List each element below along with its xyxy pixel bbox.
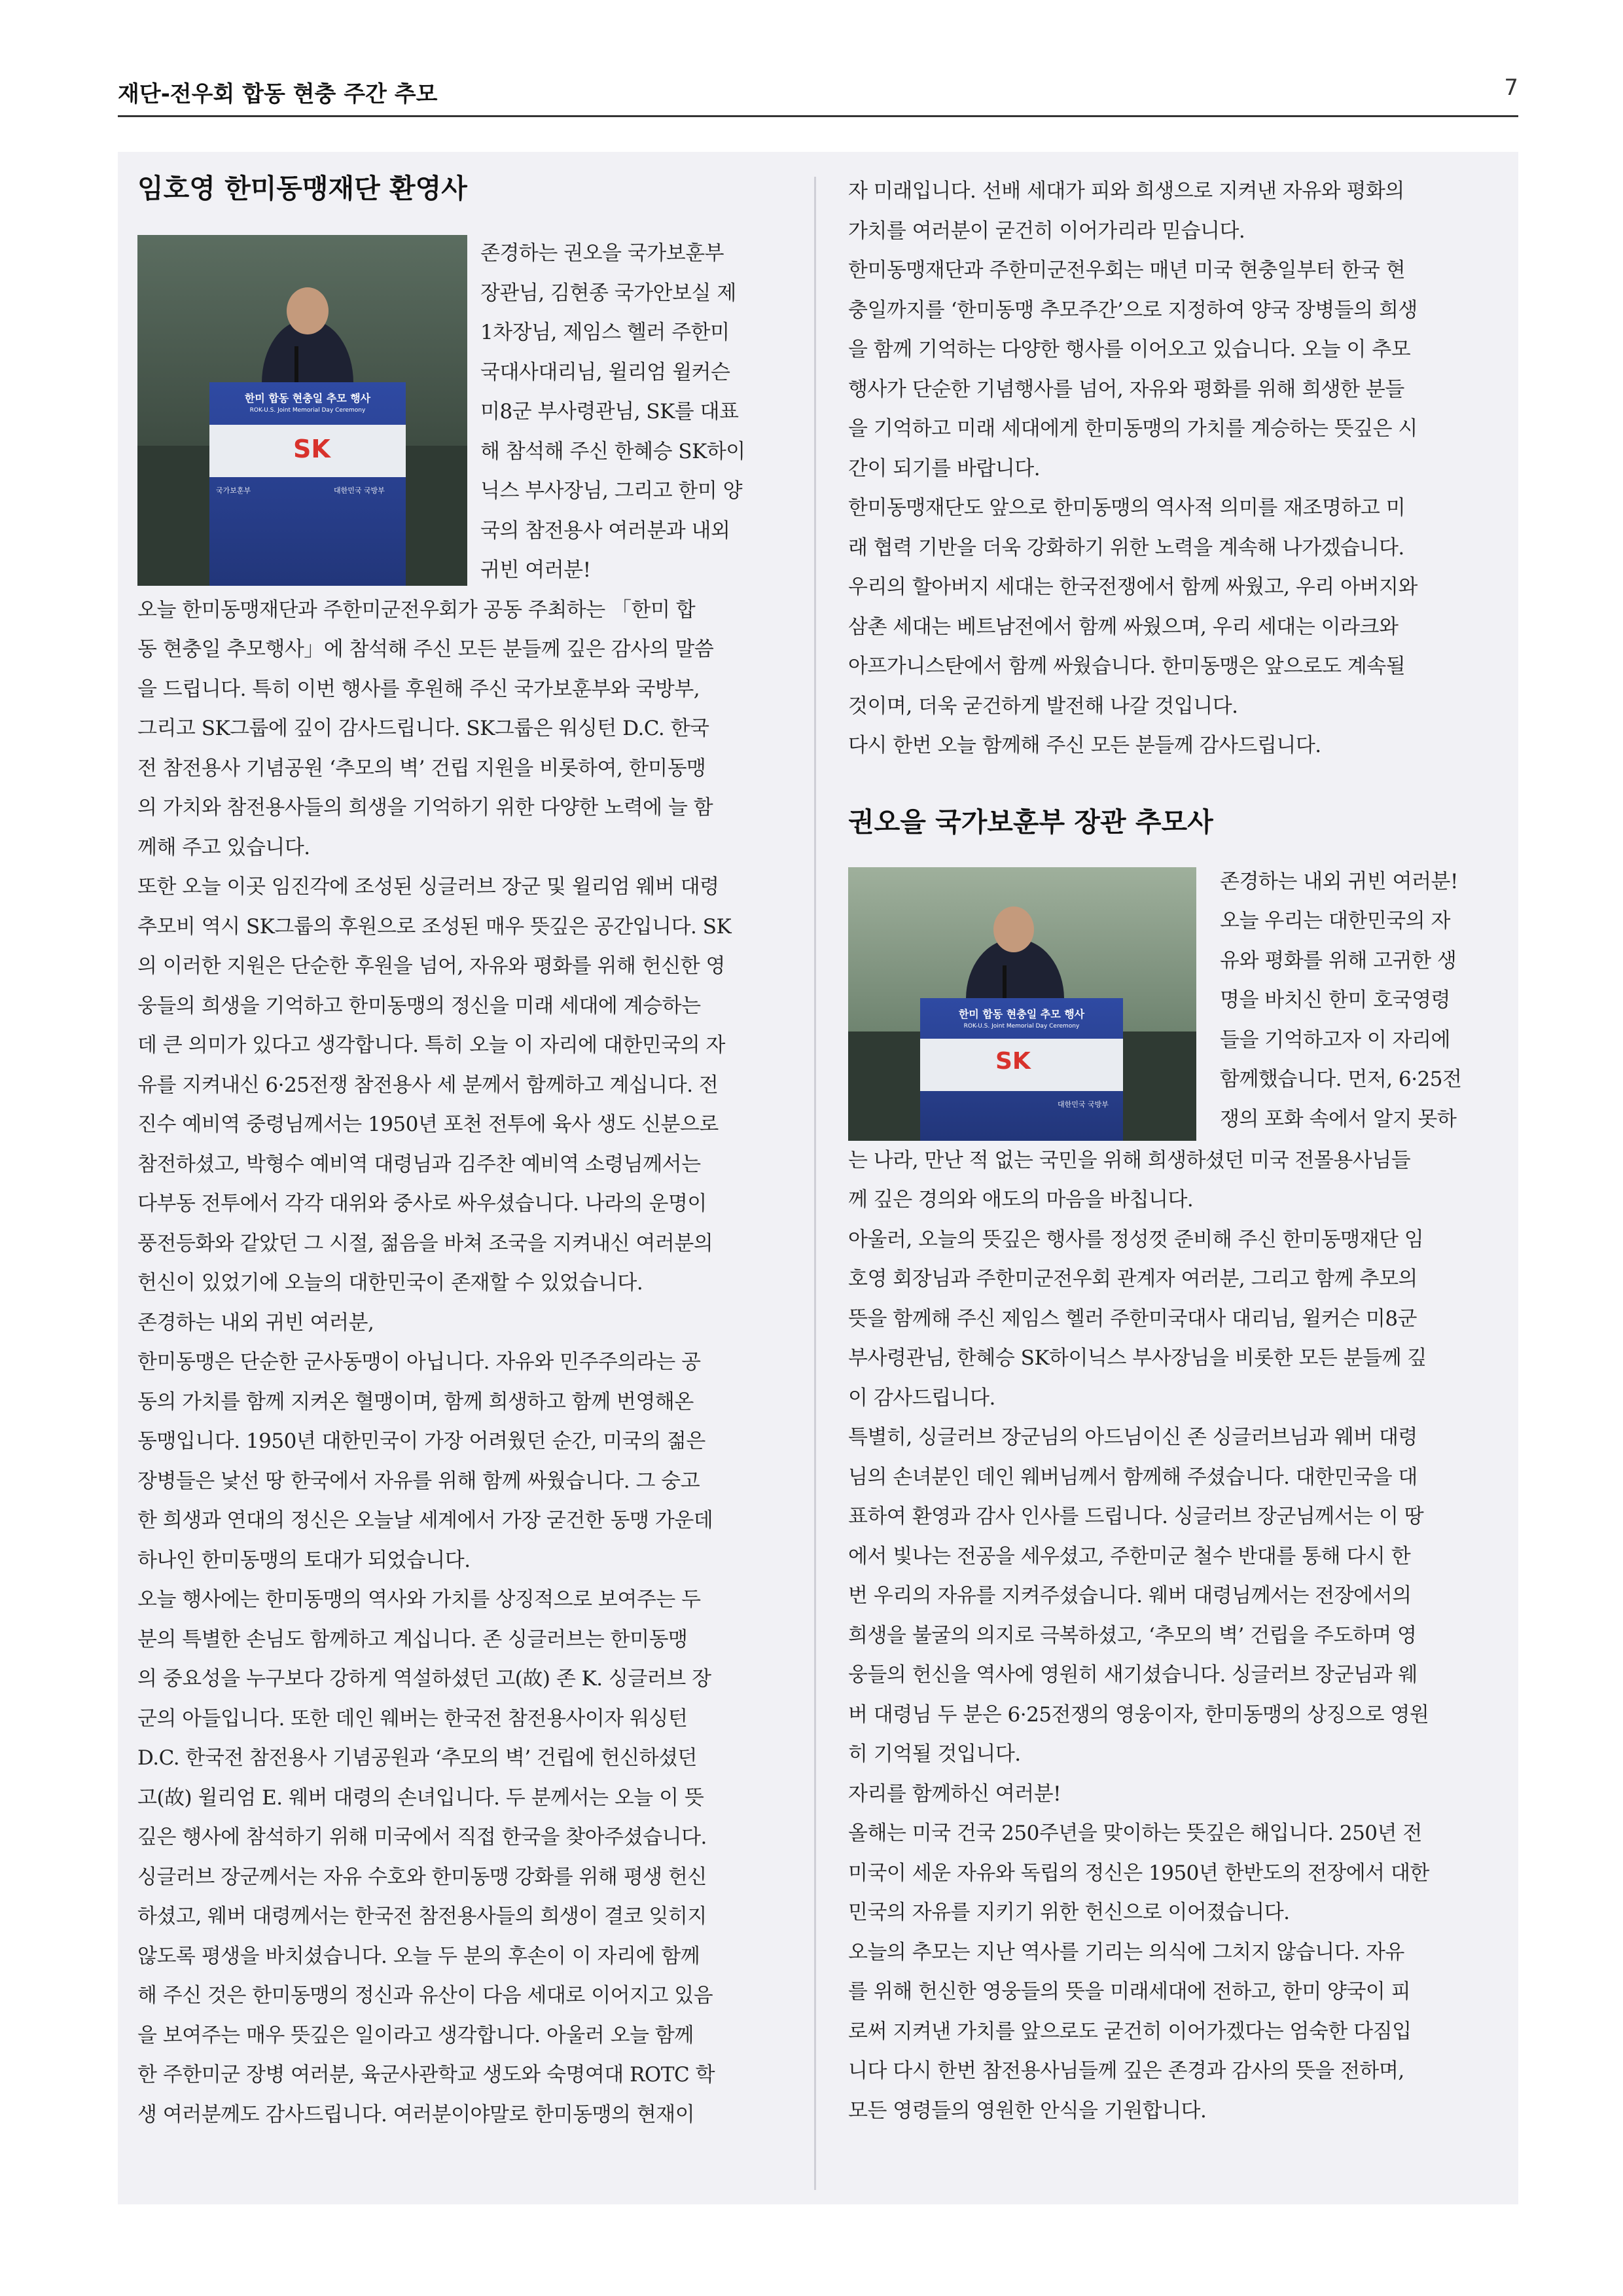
text-line: 아울러, 오늘의 뜻깊은 행사를 정성껏 준비해 주신 한미동맹재단 임 [848,1227,1424,1251]
speaker-photo-kwon [848,867,1196,1141]
text-line: 충일까지를 ‘한미동맹 추모주간’으로 지정하여 양국 장병들의 희생 [848,298,1418,322]
right-top-text [848,171,1496,766]
text-line: 가치를 여러분이 굳건히 이어가리라 믿습니다. [848,219,1245,243]
right-body-text [848,1141,1496,2131]
text-line: 추모비 역시 SK그룹의 후원으로 조성된 매우 뜻깊은 공간입니다. SK [137,914,732,939]
text-line: 들을 기억하고자 이 자리에 [1220,1028,1450,1052]
text-line: 전 참전용사 기념공원 ‘추모의 벽’ 건립 지원을 비롯하여, 한미동맹 [137,756,706,780]
mnd-logo-text: 대한민국 국방부 [1058,1100,1109,1109]
text-line: 존경하는 내외 귀빈 여러분! [1220,869,1458,893]
text-line: 니다 다시 한번 참전용사님들께 깊은 존경과 감사의 뜻을 전하며, [848,2059,1404,2083]
text-line: 특별히, 싱글러브 장군님의 아드님이신 존 싱글러브님과 웨버 대령 [848,1426,1418,1450]
text-line: 것이며, 더욱 굳건하게 발전해 나갈 것입니다. [848,694,1238,718]
text-line: 을 기억하고 미래 세대에게 한미동맹의 가치를 계승하는 뜻깊은 시 [848,417,1418,440]
text-line: 존경하는 권오을 국가보훈부 [480,242,724,266]
speaker-photo-lim [137,235,467,586]
text-line: 쟁의 포화 속에서 알지 못하 [1220,1107,1457,1131]
text-line: 를 위해 헌신한 영웅들의 뜻을 미래세대에 전하고, 한미 양국이 피 [848,1980,1411,2004]
text-line: 히 기억될 것입니다. [848,1742,1021,1767]
podium-banner-subtitle: ROK-U.S. Joint Memorial Day Ceremony [249,407,366,414]
text-line: 함께했습니다. 먼저, 6·25전 [1220,1067,1462,1092]
text-line: 명을 바치신 한미 호국영령 [1220,988,1450,1013]
text-line: 간이 되기를 바랍니다. [848,456,1041,480]
text-line: 하셨고, 웨버 대령께서는 한국전 참전용사들의 희생이 결코 잊히지 [137,1905,707,1929]
text-line: 이 감사드립니다. [848,1386,995,1410]
text-line: 국대사대리님, 윌리엄 윌커슨 [480,360,730,384]
column-divider [814,177,816,2190]
text-line: 웅들의 희생을 기억하고 한미동맹의 정신을 미래 세대에 계승하는 [137,994,701,1018]
text-line: 미8군 부사령관님, SK를 대표 [480,400,739,424]
text-line: D.C. 한국전 참전용사 기념공원과 ‘추모의 벽’ 건립에 헌신하셨던 [137,1746,697,1770]
text-line: 래 협력 기반을 더욱 강화하기 위한 노력을 계속해 나가겠습니다. [848,535,1404,560]
section-title: 재단-전우회 합동 현충 주간 추모 [118,81,438,107]
text-line: 올해는 미국 건국 250주년을 맞이하는 뜻깊은 해입니다. 250년 전 [848,1821,1422,1846]
text-line: 의 중요성을 누구보다 강하게 역설하셨던 고(故) 존 K. 싱글러브 장 [137,1667,711,1691]
text-line: 우리의 할아버지 세대는 한국전쟁에서 함께 싸웠고, 우리 아버지와 [848,575,1418,599]
text-line: 님의 손녀분인 데인 웨버님께서 함께해 주셨습니다. 대한민국을 대 [848,1465,1418,1489]
left-body-text [137,590,785,2135]
text-line: 에서 빛나는 전공을 세우셨고, 주한미군 철수 반대를 통해 다시 한 [848,1544,1411,1568]
page-number: 7 [1504,75,1518,101]
text-line: 자 미래입니다. 선배 세대가 피와 희생으로 지켜낸 자유와 평화의 [848,179,1404,203]
text-line: 삼촌 세대는 베트남전에서 함께 싸웠으며, 우리 세대는 이라크와 [848,615,1399,639]
text-line: 진수 예비역 중령님께서는 1950년 포천 전투에 육사 생도 신분으로 [137,1113,719,1137]
text-line: 데 큰 의미가 있다고 생각합니다. 특히 오늘 이 자리에 대한민국의 자 [137,1033,725,1058]
text-line: 버 대령님 두 분은 6·25전쟁의 영웅이자, 한미동맹의 상징으로 영원 [848,1702,1429,1727]
text-line: 헌신이 있었기에 오늘의 대한민국이 존재할 수 있었습니다. [137,1271,643,1295]
text-line: 모든 영령들의 영원한 안식을 기원합니다. [848,2098,1207,2123]
sk-logo: SK [293,435,330,464]
text-line: 유를 지켜내신 6·25전쟁 참전용사 세 분께서 함께하고 계십니다. 전 [137,1073,719,1097]
text-line: 생 여러분께도 감사드립니다. 여러분이야말로 한미동맹의 현재이 [137,2102,695,2126]
text-line: 또한 오늘 이곳 임진각에 조성된 싱글러브 장군 및 윌리엄 웨버 대령 [137,875,719,899]
text-line: 그리고 SK그룹에 깊이 감사드립니다. SK그룹은 워싱턴 D.C. 한국 [137,717,709,741]
text-line: 참전하셨고, 박형수 예비역 대령님과 김주찬 예비역 소령님께서는 [137,1152,701,1176]
text-line: 닉스 부사장님, 그리고 한미 양 [480,479,743,503]
text-line: 싱글러브 장군께서는 자유 수호와 한미동맹 강화를 위해 평생 헌신 [137,1865,707,1889]
text-line: 한 희생과 연대의 정신은 오늘날 세계에서 가장 굳건한 동맹 가운데 [137,1509,713,1533]
text-line: 다시 한번 오늘 함께해 주신 모든 분들께 감사드립니다. [848,734,1321,757]
text-line: 고(故) 윌리엄 E. 웨버 대령의 손녀입니다. 두 분께서는 오늘 이 뜻 [137,1785,704,1810]
text-line: 다부동 전투에서 각각 대위와 중사로 싸우셨습니다. 나라의 운명이 [137,1192,707,1216]
text-line: 미국이 세운 자유와 독립의 정신은 1950년 한반도의 전장에서 대한 [848,1861,1429,1885]
text-line: 의 가치와 참전용사들의 희생을 기억하기 위한 다양한 노력에 늘 함 [137,796,713,820]
text-line: 오늘 우리는 대한민국의 자 [1220,909,1450,933]
podium-banner-title: 한미 합동 현충일 추모 행사 [244,392,371,405]
text-line: 민국의 자유를 지키기 위한 헌신으로 이어졌습니다. [848,1901,1290,1925]
text-line: 번 우리의 자유를 지켜주셨습니다. 웨버 대령님께서는 전장에서의 [848,1584,1412,1608]
text-line: 한미동맹재단도 앞으로 한미동맹의 역사적 의미를 재조명하고 미 [848,496,1406,520]
text-line: 국의 참전용사 여러분과 내외 [480,518,730,543]
page-header [118,71,1518,117]
text-line: 동의 가치를 함께 지켜온 혈맹이며, 함께 희생하고 함께 번영해온 [137,1390,694,1414]
mpva-logo-text: 국가보훈부 [216,486,251,495]
welcome-speech-heading: 임호영 한미동맹재단 환영사 [137,173,467,204]
text-line: 동맹입니다. 1950년 대한민국이 가장 어려웠던 순간, 미국의 젊은 [137,1429,705,1454]
text-line: 귀빈 여러분! [480,558,591,583]
memorial-speech-heading: 권오을 국가보훈부 장관 추모사 [848,806,1213,838]
text-line: 해 참석해 주신 한혜승 SK하이 [480,439,745,463]
text-line: 오늘 행사에는 한미동맹의 역사와 가치를 상징적으로 보여주는 두 [137,1588,701,1612]
text-line: 풍전등화와 같았던 그 시절, 젊음을 바쳐 조국을 지켜내신 여러분의 [137,1231,713,1255]
text-line: 을 보여주는 매우 뜻깊은 일이라고 생각합니다. 아울러 오늘 함께 [137,2023,694,2047]
text-line: 호영 회장님과 주한미군전우회 관계자 여러분, 그리고 함께 추모의 [848,1267,1418,1291]
text-line: 한미동맹재단과 주한미군전우회는 매년 미국 현충일부터 한국 현 [848,259,1406,282]
text-line: 동 현충일 추모행사」에 참석해 주신 모든 분들께 깊은 감사의 말씀 [137,637,714,662]
text-line: 의 이러한 지원은 단순한 후원을 넘어, 자유와 평화를 위해 헌신한 영 [137,954,725,978]
right-column [848,171,1496,2130]
text-line: 로써 지켜낸 가치를 앞으로도 굳건히 이어가겠다는 엄숙한 다짐입 [848,2019,1412,2043]
podium-banner-title: 한미 합동 현충일 추모 행사 [958,1007,1085,1020]
text-line: 아프가니스탄에서 함께 싸웠습니다. 한미동맹은 앞으로도 계속될 [848,655,1406,678]
text-line: 유와 평화를 위해 고귀한 생 [1220,948,1457,973]
text-line: 군의 아들입니다. 또한 데인 웨버는 한국전 참전용사이자 워싱턴 [137,1706,688,1731]
text-line: 존경하는 내외 귀빈 여러분, [137,1310,374,1335]
text-line: 1차장님, 제임스 헬러 주한미 [480,321,730,345]
text-line: 않도록 평생을 바치셨습니다. 오늘 두 분의 후손이 이 자리에 함께 [137,1944,700,1968]
text-line: 께 깊은 경의와 애도의 마음을 바칩니다. [848,1188,1194,1212]
text-line: 께해 주고 있습니다. [137,835,310,859]
text-line: 희생을 불굴의 의지로 극복하셨고, ‘추모의 벽’ 건립을 주도하며 영 [848,1623,1417,1647]
text-line: 을 함께 기억하는 다양한 행사를 이어오고 있습니다. 오늘 이 추모 [848,338,1411,361]
text-line: 오늘의 추모는 지난 역사를 기리는 의식에 그치지 않습니다. 자유 [848,1940,1404,1964]
podium-banner-subtitle: ROK-U.S. Joint Memorial Day Ceremony [963,1022,1080,1030]
sk-logo: SK [995,1047,1031,1075]
text-line: 웅들의 헌신을 역사에 영원히 새기셨습니다. 싱글러브 장군님과 웨 [848,1663,1418,1687]
text-line: 해 주신 것은 한미동맹의 정신과 유산이 다음 세대로 이어지고 있음 [137,1984,713,2008]
text-line: 을 드립니다. 특히 이번 행사를 후원해 주신 국가보훈부와 국방부, [137,677,700,701]
text-line: 장병들은 낯선 땅 한국에서 자유를 위해 함께 싸웠습니다. 그 숭고 [137,1469,700,1493]
text-line: 뜻을 함께해 주신 제임스 헬러 주한미국대사 대리님, 윌커슨 미8군 [848,1306,1418,1331]
text-line: 한미동맹은 단순한 군사동맹이 아닙니다. 자유와 민주주의라는 공 [137,1350,701,1374]
text-line: 행사가 단순한 기념행사를 넘어, 자유와 평화를 위해 희생한 분들 [848,377,1404,401]
left-column [137,171,785,2134]
text-line: 표하여 환영과 감사 인사를 드립니다. 싱글러브 장군님께서는 이 땅 [848,1505,1424,1529]
text-line: 자리를 함께하신 여러분! [848,1782,1061,1806]
text-line: 오늘 한미동맹재단과 주한미군전우회가 공동 주최하는 「한미 합 [137,598,696,622]
mnd-logo-text: 대한민국 국방부 [334,486,385,495]
text-line: 하나인 한미동맹의 토대가 되었습니다. [137,1548,471,1572]
text-line: 장관님, 김현종 국가안보실 제 [480,281,736,305]
text-line: 는 나라, 만난 적 없는 국민을 위해 희생하셨던 미국 전몰용사님들 [848,1148,1411,1172]
text-line: 한 주한미군 장병 여러분, 육군사관학교 생도와 숙명여대 ROTC 학 [137,2063,715,2087]
text-line: 부사령관님, 한혜승 SK하이닉스 부사장님을 비롯한 모든 분들께 깊 [848,1346,1427,1371]
text-line: 분의 특별한 손님도 함께하고 계십니다. 존 싱글러브는 한미동맹 [137,1627,688,1651]
text-line: 깊은 행사에 참석하기 위해 미국에서 직접 한국을 찾아주셨습니다. [137,1825,707,1850]
